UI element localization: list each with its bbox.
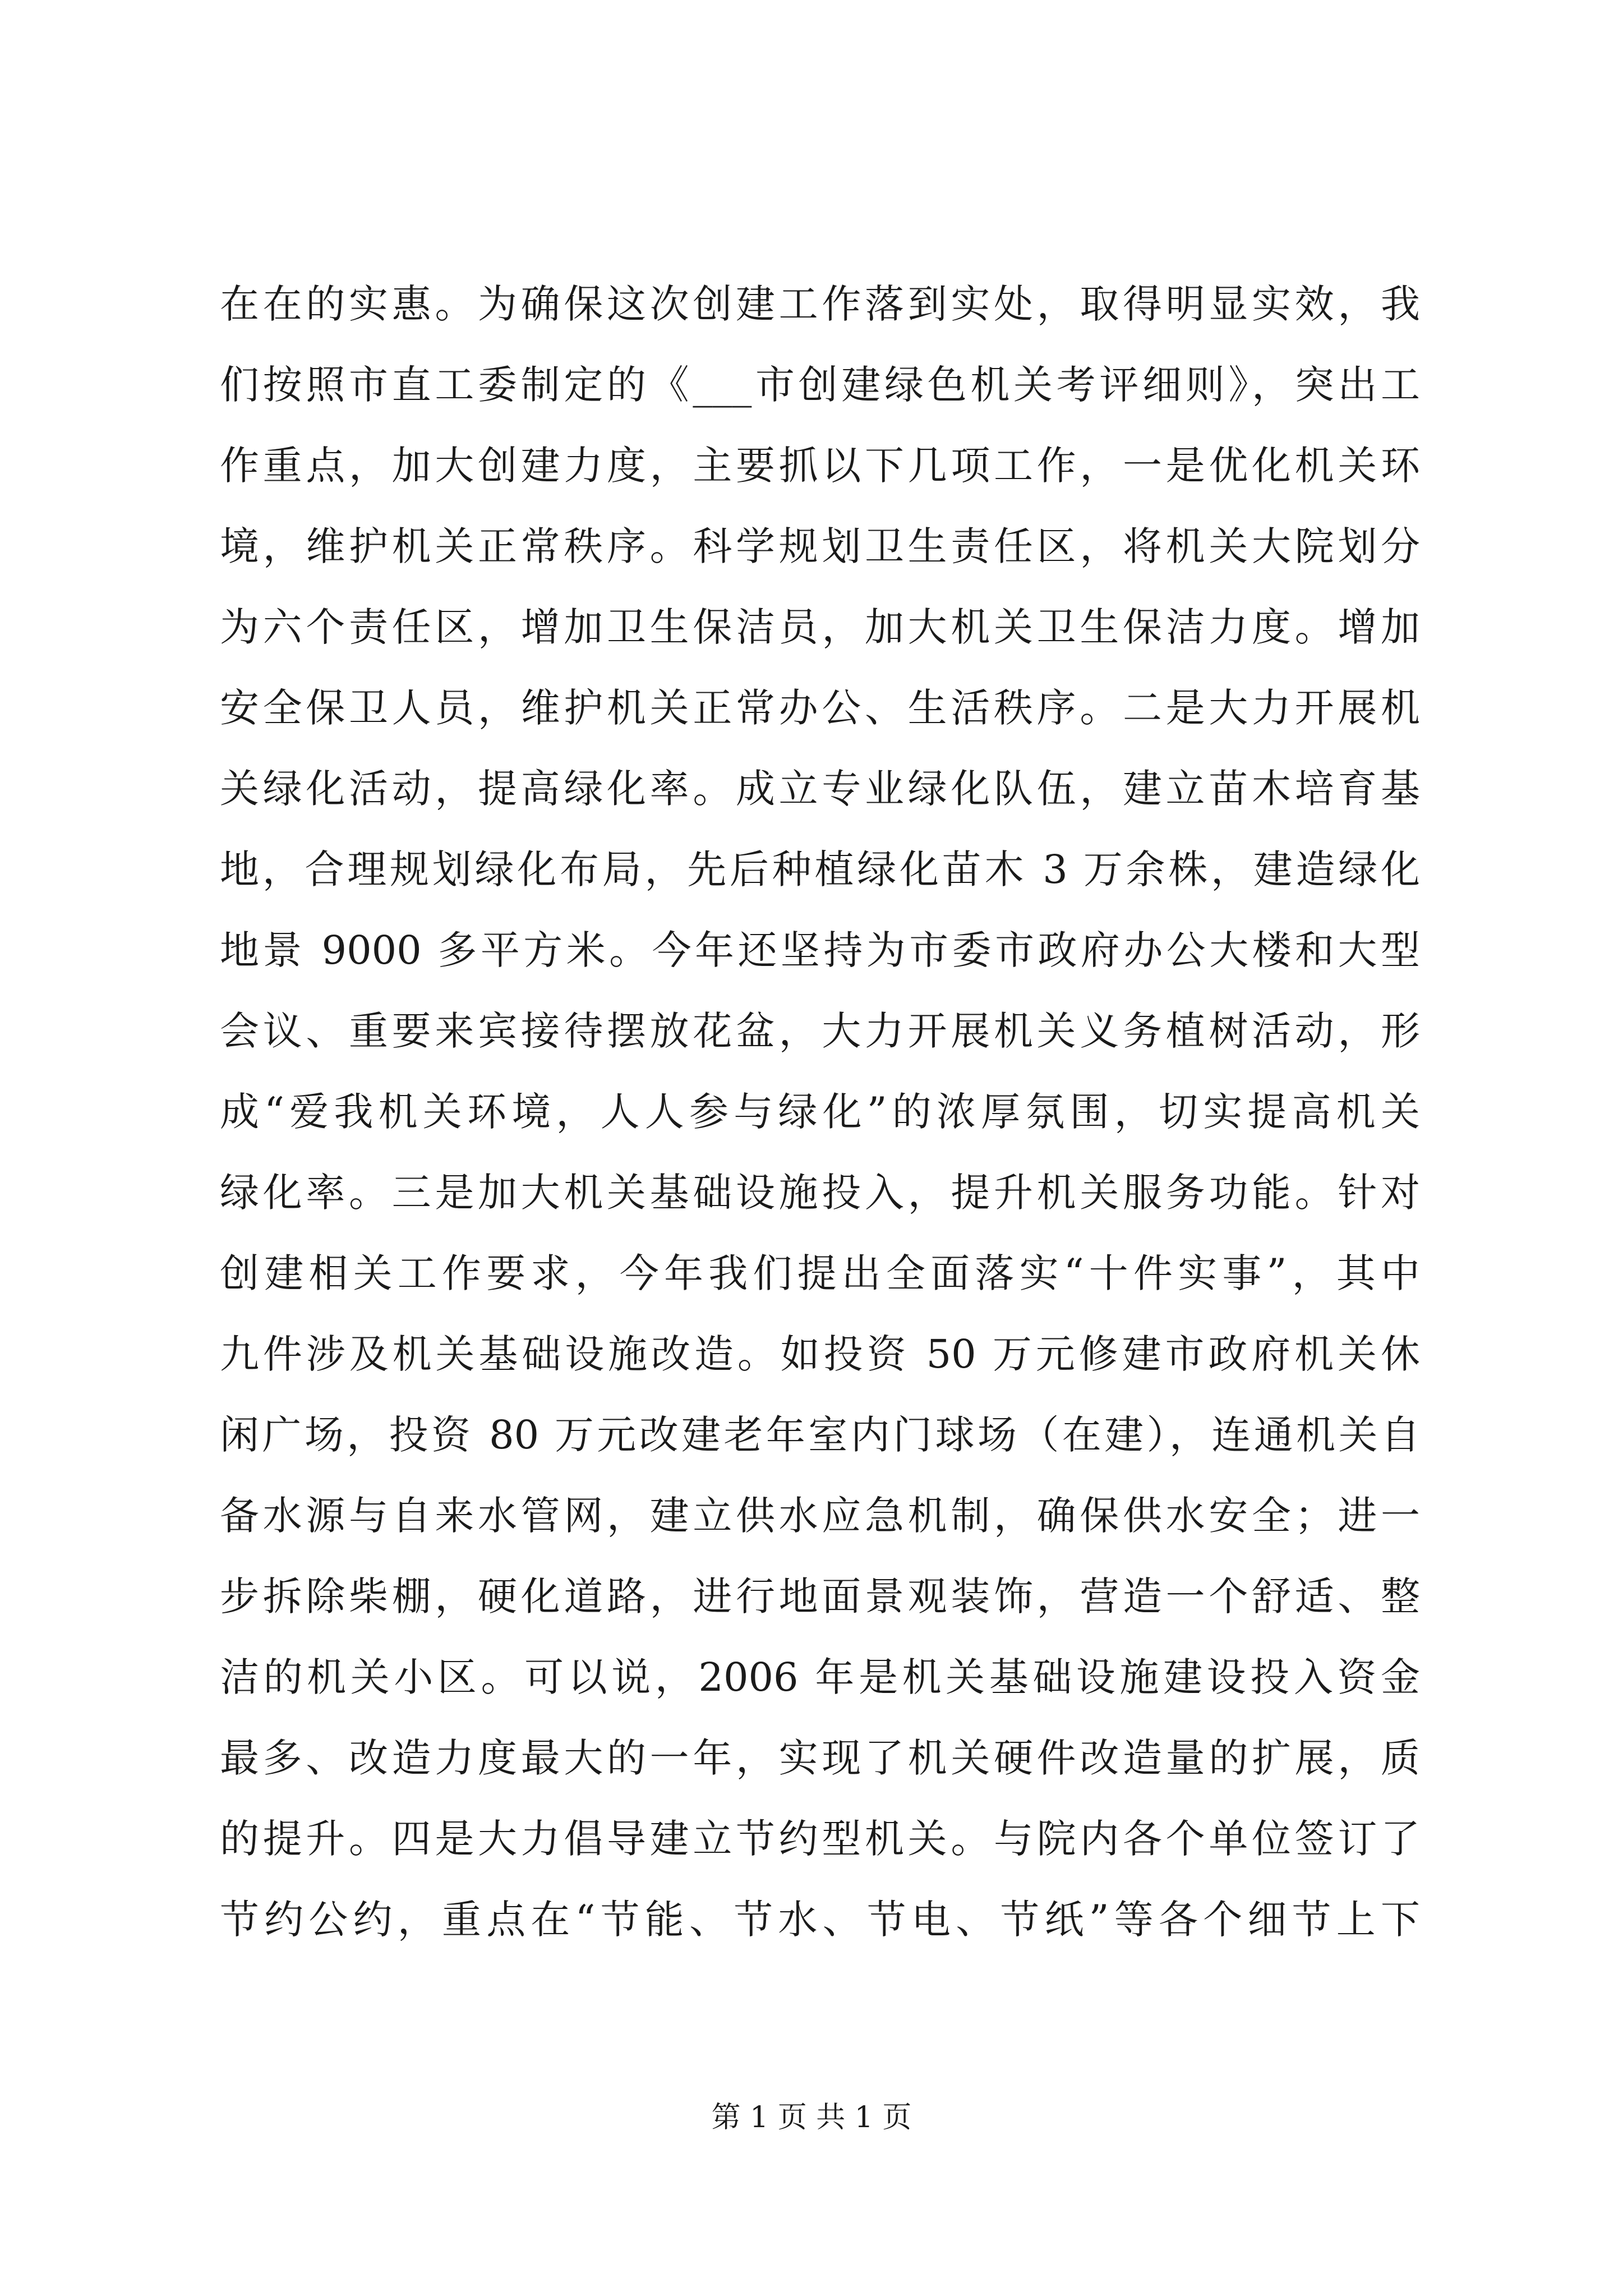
text-line: 安全保卫人员，维护机关正常办公、生活秩序。二是大力开展机 [220, 685, 1420, 731]
text-line: 创建相关工作要求，今年我们提出全面落实“十件实事”，其中 [220, 1250, 1420, 1296]
text-line: 步拆除柴棚，硬化道路，进行地面景观装饰，营造一个舒适、整 [220, 1573, 1420, 1619]
text-line: 最多、改造力度最大的一年，实现了机关硬件改造量的扩展，质 [220, 1735, 1420, 1781]
page-footer: 第 1 页 共 1 页 [711, 2101, 912, 2134]
text-line: 绿化率。三是加大机关基础设施投入，提升机关服务功能。针对 [220, 1170, 1420, 1216]
text-line: 境，维护机关正常秩序。科学规划卫生责任区，将机关大院划分 [220, 523, 1420, 569]
body-text [220, 264, 1420, 1960]
text-line: 在在的实惠。为确保这次创建工作落到实处，取得明显实效，我 [220, 281, 1420, 327]
text-line: 洁的机关小区。可以说，2006 年是机关基础设施建设投入资金 [220, 1654, 1420, 1700]
text-line: 作重点，加大创建力度，主要抓以下几项工作，一是优化机关环 [220, 443, 1420, 489]
text-line: 备水源与自来水管网，建立供水应急机制，确保供水安全；进一 [220, 1493, 1420, 1539]
text-line: 的提升。四是大力倡导建立节约型机关。与院内各个单位签订了 [220, 1816, 1420, 1862]
text-line: 闲广场，投资 80 万元改建老年室内门球场（在建），连通机关自 [220, 1412, 1420, 1458]
text-line: 会议、重要来宾接待摆放花盆，大力开展机关义务植树活动，形 [220, 1008, 1420, 1054]
text-line: 九件涉及机关基础设施改造。如投资 50 万元修建市政府机关休 [220, 1331, 1420, 1377]
text-line: 们按照市直工委制定的《___市创建绿色机关考评细则》，突出工 [220, 362, 1420, 408]
text-line: 地，合理规划绿化布局，先后种植绿化苗木 3 万余株，建造绿化 [220, 846, 1420, 892]
text-line: 为六个责任区，增加卫生保洁员，加大机关卫生保洁力度。增加 [220, 604, 1420, 650]
text-line: 关绿化活动，提高绿化率。成立专业绿化队伍，建立苗木培育基 [220, 766, 1420, 812]
text-line: 节约公约，重点在“节能、节水、节电、节纸”等各个细节上下 [220, 1897, 1420, 1943]
text-line: 成“爱我机关环境，人人参与绿化”的浓厚氛围，切实提高机关 [220, 1089, 1420, 1135]
text-line: 地景 9000 多平方米。今年还坚持为市委市政府办公大楼和大型 [220, 927, 1420, 973]
